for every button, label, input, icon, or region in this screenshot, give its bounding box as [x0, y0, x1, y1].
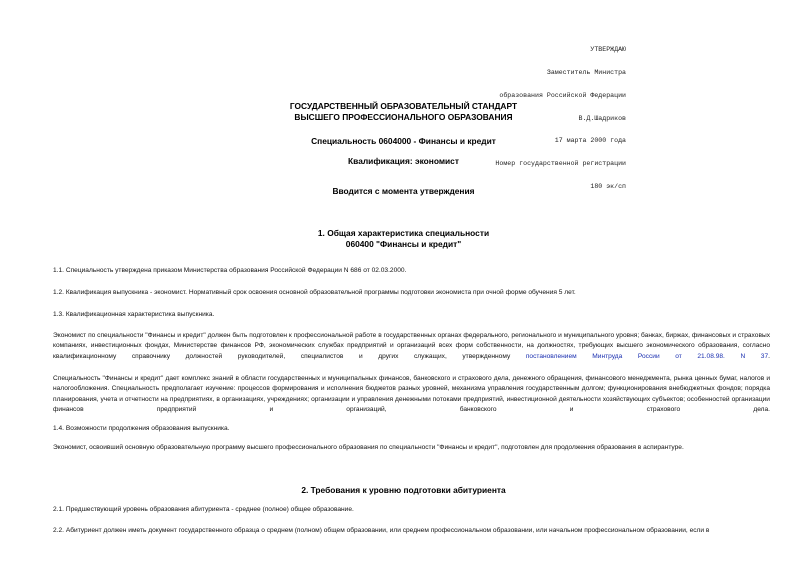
title-line: ГОСУДАРСТВЕННЫЙ ОБРАЗОВАТЕЛЬНЫЙ СТАНДАРТ — [289, 101, 518, 111]
approval-line: В.Д.Шадриков — [578, 114, 626, 122]
paragraph-specialty: Специальность "Финансы и кредит" дает комплекс знаний в области государственных и муниципальных финансов, банковского и страхового дела, денежного обращения, финансового менеджмента, рынка ценных бумаг, налогов и налогообложения. Специальность предполагает изучение: процессов формирования и исполнения бюджетов разных уровней, механизма управления государственным долгом; функционирования внебюджетных фондов; порядка планирования, учета и отчетности на предприятиях, в организациях, учреждениях; организации и управления денежными потоками предприятий, инвестиционной деятельности хозяйствующих субъектов; особенностей организации финансов предприятий и организаций, банковского и страхового дела. — [53, 375, 770, 414]
approval-line: образования Российской Федерации — [499, 91, 626, 99]
paragraph-1-3: 1.3. Квалификационная характеристика выпускника. — [53, 311, 215, 318]
introduced-line: Вводится с момента утверждения — [332, 186, 475, 196]
paragraph-2-1: 2.1. Предшествующий уровень образования абитуриента - среднее (полное) общее образование. — [53, 506, 354, 513]
paragraph-1-1: 1.1. Специальность утверждена приказом Министерства образования Российской Федерации N 686 от 02.03.2000. — [53, 267, 407, 274]
paragraph-1-4: 1.4. Возможности продолжения образования выпускника. — [53, 425, 230, 432]
qualification-line: Квалификация: экономист — [348, 156, 459, 166]
title-line: ВЫСШЕГО ПРОФЕССИОНАЛЬНОГО ОБРАЗОВАНИЯ — [294, 111, 513, 122]
paragraph-2-2: 2.2. Абитуриент должен иметь документ государственного образца о среднем (полном) общем образовании, или среднем профессиональном образовании, или начальном профессиональном образовании, если в — [53, 527, 710, 534]
paragraph-economist — [53, 331, 770, 373]
paragraph-1-2: 1.2. Квалификация выпускника - экономист. Нормативный срок освоения основной образовательной программы подготовки экономиста при очной форме обучения 5 лет. — [53, 289, 576, 296]
approval-line: УТВЕРЖДАЮ — [590, 46, 626, 54]
section-heading-line: 060400 "Финансы и кредит" — [345, 238, 462, 249]
paragraph-continuation: Экономист, освоивший основную образовательную программу высшего профессионального образования по специальности "Финансы и кредит", подготовлен для продолжения образования в аспирантуре. — [53, 444, 684, 451]
paragraph-text: Экономист по специальности "Финансы и кредит" должен быть подготовлен к профессиональной работе в государственных органах федерального, регионального и муниципального уровня; банках, биржах, финансовых и страховых компаниях, инвестиционных фондах, Министерстве финансов РФ, экономических службах предприятий и организаций всех форм собственности, на должностях, требующих высшего экономического образования, согласно квалификационному справочнику должностей руководителей, специалистов и других служащих, утвержденному — [53, 332, 770, 360]
regulation-link[interactable]: постановлением Минтруда России от 21.08.98. N 37 — [525, 352, 769, 360]
paragraph-text: . — [768, 352, 770, 360]
document-title — [0, 101, 807, 122]
approval-line: 180 эк/сп — [590, 182, 626, 190]
specialty-line: Специальность 0604000 - Финансы и кредит — [311, 136, 496, 146]
section-heading-line: 1. Общая характеристика специальности — [317, 228, 490, 238]
approval-line: 17 марта 2000 года — [554, 137, 626, 145]
approval-line: Номер государственной регистрации — [495, 160, 626, 168]
approval-line: Заместитель Министра — [546, 68, 626, 76]
section-1-heading — [0, 228, 807, 249]
section-2-heading: 2. Требования к уровню подготовки абитуриента — [301, 485, 506, 495]
